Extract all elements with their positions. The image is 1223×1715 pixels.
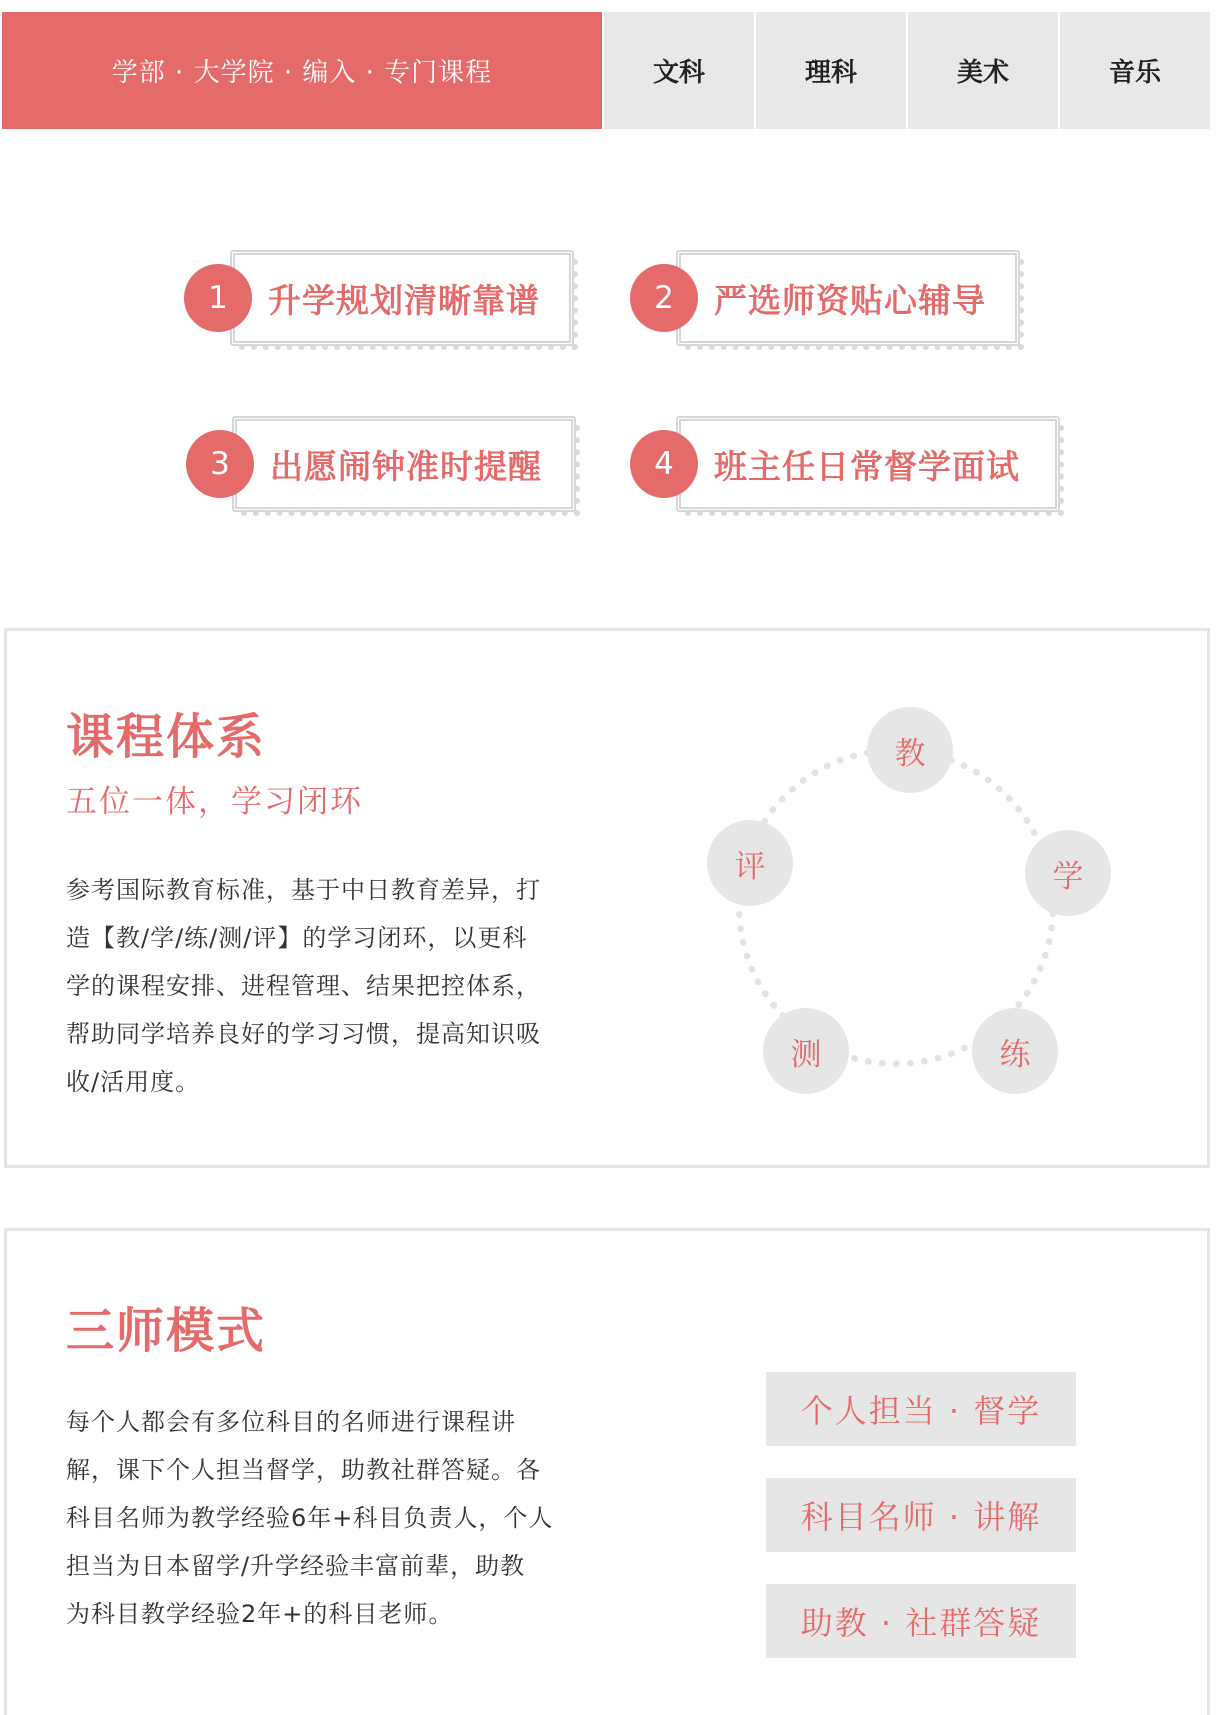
feature-number: 1 (184, 264, 252, 332)
tab-science[interactable]: 理科 (756, 12, 906, 129)
feature-number: 4 (630, 430, 698, 498)
cycle-node-teach: 教 (867, 707, 953, 793)
teachers-description (66, 1398, 606, 1638)
text-line: 担当为日本留学/升学经验丰富前辈，助教 (66, 1552, 526, 1580)
role-subject-teacher: 科目名师 · 讲解 (766, 1478, 1076, 1552)
tab-liberal-arts[interactable]: 文科 (604, 12, 754, 129)
tab-main-courses[interactable]: 学部 · 大学院 · 编入 · 专门课程 (2, 12, 602, 129)
tab-art[interactable]: 美术 (908, 12, 1058, 129)
text-line: 收/活用度。 (66, 1068, 201, 1096)
cycle-node-review: 评 (707, 820, 793, 906)
curriculum-title: 课程体系 (66, 709, 267, 765)
curriculum-subtitle: 五位一体，学习闭环 (66, 784, 363, 820)
curriculum-description (66, 866, 586, 1106)
text-line: 造【教/学/练/测/评】的学习闭环，以更科 (66, 924, 528, 952)
text-line: 学的课程安排、进程管理、结果把控体系， (66, 972, 541, 1000)
course-tabs (2, 12, 1210, 129)
role-personal-tutor: 个人担当 · 督学 (766, 1372, 1076, 1446)
feature-text: 升学规划清晰靠谱 (268, 280, 540, 320)
tab-music[interactable]: 音乐 (1060, 12, 1210, 129)
cycle-node-test: 测 (763, 1008, 849, 1094)
text-line: 解，课下个人担当督学，助教社群答疑。各 (66, 1456, 541, 1484)
text-line: 每个人都会有多位科目的名师进行课程讲 (66, 1408, 516, 1436)
feature-text: 出愿闹钟准时提醒 (270, 446, 542, 486)
feature-badge-2 (630, 250, 1020, 346)
feature-badge-3 (186, 416, 576, 512)
feature-badge-1 (184, 250, 574, 346)
text-line: 帮助同学培养良好的学习习惯，提高知识吸 (66, 1020, 541, 1048)
cycle-node-practice: 练 (972, 1008, 1058, 1094)
teachers-title: 三师模式 (66, 1303, 267, 1359)
feature-badge-4 (630, 416, 1060, 512)
cycle-node-learn: 学 (1025, 830, 1111, 916)
feature-number: 3 (186, 430, 254, 498)
role-assistant: 助教 · 社群答疑 (766, 1584, 1076, 1658)
text-line: 为科目教学经验2年+的科目老师。 (66, 1600, 454, 1628)
text-line: 科目名师为教学经验6年+科目负责人，个人 (66, 1504, 554, 1532)
feature-text: 严选师资贴心辅导 (714, 280, 986, 320)
feature-text: 班主任日常督学面试 (714, 446, 1020, 486)
feature-number: 2 (630, 264, 698, 332)
text-line: 参考国际教育标准，基于中日教育差异，打 (66, 876, 541, 904)
